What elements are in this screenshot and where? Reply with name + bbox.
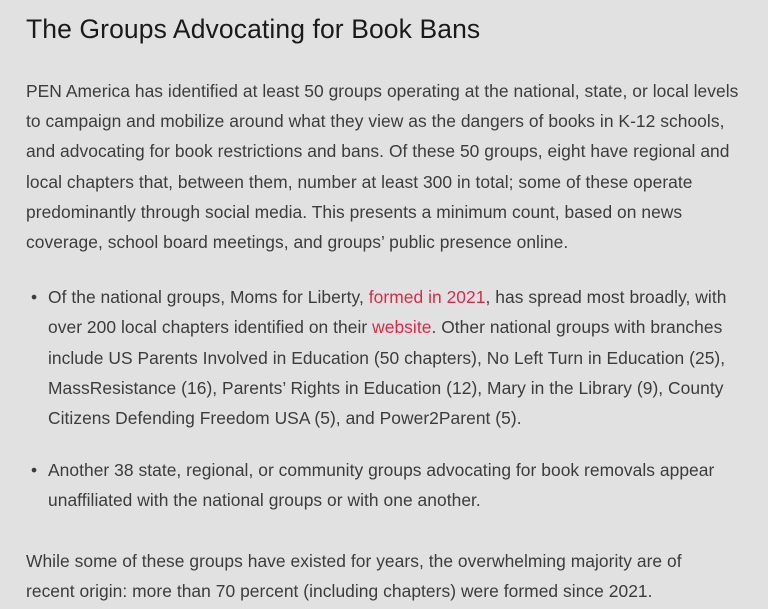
link-formed-in-2021[interactable]: formed in 2021: [368, 287, 486, 308]
list-item: [26, 455, 745, 515]
bullet-marker-icon: •: [31, 460, 38, 481]
page-title: The Groups Advocating for Book Bans: [26, 14, 481, 44]
intro-paragraph: PEN America has identified at least 50 groups operating at the national, state, or local levels to campaign and mobilize around what they view as the dangers of books in K-12 schools, and advocating for book restrictions and bans. Of these 50 groups, eight have regional and local chapters that, between them, number at least 300 in total; some of these operate predominantly through social media. This presents a minimum count, based on news coverage, school board meetings, and groups’ public presence online.: [26, 81, 739, 253]
bullet-list: [26, 282, 745, 515]
list-item-text-segment: Of the national groups, Moms for Liberty,: [48, 287, 369, 308]
bullet-marker-icon: •: [31, 287, 38, 308]
list-item-text: Another 38 state, regional, or community groups advocating for book removals appear unaffiliated with the national groups or with one another.: [48, 460, 715, 511]
list-item-text-segment: . Other national groups with branches include US Parents Involved in Education (50 chapters), No Left Turn in Education (25), MassResistance (16), Parents’ Rights in Education (12), Mary in the Library (9), County Citizens Defending Freedom USA (5), and Power2Parent (5).: [48, 317, 726, 429]
list-item: [26, 282, 745, 433]
closing-paragraph: While some of these groups have existed for years, the overwhelming majority are of recent origin: more than 70 percent (including chapters) were formed since 2021.: [26, 550, 682, 601]
list-item-text-segment: , has spread most broadly, with over 200 local chapters identified on their: [48, 287, 727, 338]
link-website[interactable]: website: [372, 317, 432, 338]
